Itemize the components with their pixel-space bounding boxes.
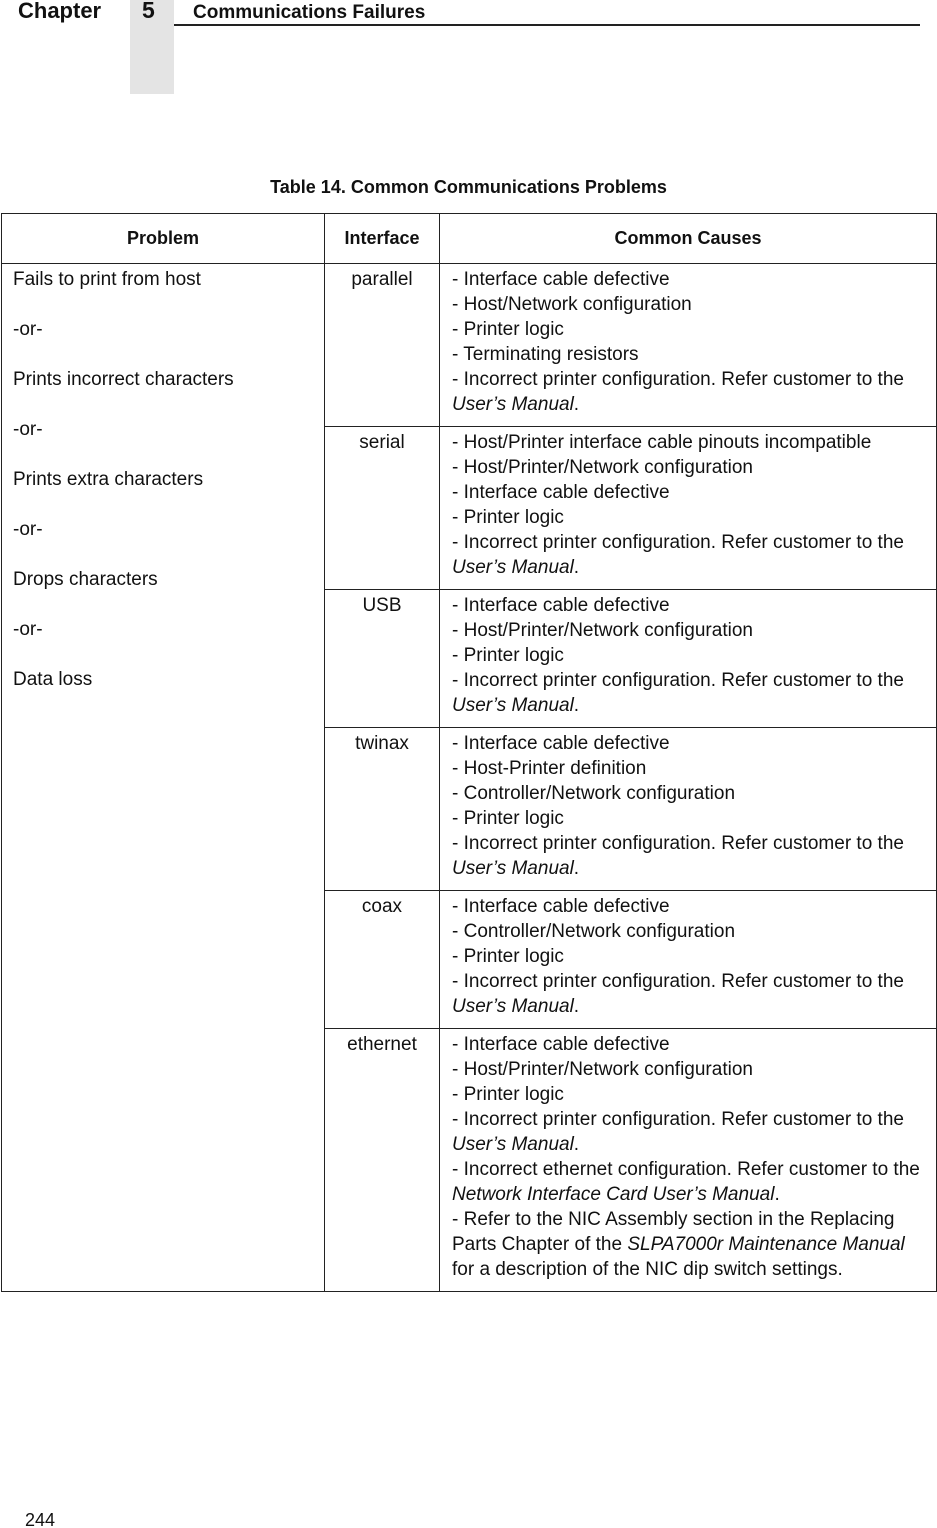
cause-text: - Incorrect printer configuration. Refer customer to the [452, 532, 904, 553]
problem-line: Prints extra characters [13, 469, 204, 490]
problem-line: -or- [13, 619, 43, 640]
table-body [2, 264, 937, 1292]
header-rule [174, 24, 920, 26]
cause-text-tail: . [573, 996, 580, 1017]
causes-cell [440, 1029, 937, 1292]
cause-item [452, 455, 924, 480]
cause-text-tail: . [573, 394, 580, 415]
manual-title: User’s Manual [452, 858, 574, 879]
causes-cell [440, 728, 937, 891]
cause-text-tail: . [573, 1134, 580, 1155]
cause-text-tail: for a description of the NIC dip switch settings. [452, 1259, 843, 1280]
cause-item [452, 267, 924, 292]
problem-line: Data loss [13, 669, 93, 690]
cause-text: - Interface cable defective [452, 1034, 670, 1055]
cause-text-tail: . [573, 557, 580, 578]
cause-item [452, 894, 924, 919]
cause-item [452, 1207, 924, 1282]
causes-cell [440, 891, 937, 1029]
problems-table [1, 213, 937, 1292]
cause-text: - Terminating resistors [452, 344, 639, 365]
cause-item [452, 1157, 924, 1207]
cause-text: - Host/Network configuration [452, 294, 692, 315]
cause-text: - Interface cable defective [452, 733, 670, 754]
cause-item [452, 618, 924, 643]
cause-item [452, 505, 924, 530]
cause-item [452, 342, 924, 367]
cause-item [452, 430, 924, 455]
interface-cell: twinax [325, 728, 440, 891]
cause-text: - Printer logic [452, 946, 564, 967]
interface-cell: ethernet [325, 1029, 440, 1292]
cause-text: - Printer logic [452, 808, 564, 829]
cause-item [452, 944, 924, 969]
cause-item [452, 806, 924, 831]
column-header-problem: Problem [2, 214, 325, 264]
cause-text: - Host/Printer interface cable pinouts incompatible [452, 432, 872, 453]
cause-text: - Interface cable defective [452, 482, 670, 503]
cause-item [452, 969, 924, 1019]
cause-text: - Incorrect printer configuration. Refer customer to the [452, 1109, 904, 1130]
cause-text: - Controller/Network configuration [452, 921, 736, 942]
table-caption: Table 14. Common Communications Problems [270, 177, 667, 197]
cause-text: - Host/Printer/Network configuration [452, 1059, 753, 1080]
manual-title: Network Interface Card User’s Manual [452, 1184, 775, 1205]
cause-text-tail: . [573, 695, 580, 716]
cause-item [452, 643, 924, 668]
chapter-header [0, 0, 937, 95]
cause-item [452, 593, 924, 618]
chapter-title: Communications Failures [193, 2, 426, 23]
interface-cell: serial [325, 427, 440, 590]
cause-text-tail: . [774, 1184, 780, 1205]
cause-text: - Incorrect printer configuration. Refer customer to the [452, 833, 904, 854]
cause-text: - Interface cable defective [452, 269, 670, 290]
chapter-number: 5 [142, 0, 155, 23]
problem-line: -or- [13, 319, 43, 340]
cause-text: - Host/Printer/Network configuration [452, 457, 753, 478]
cause-text: - Incorrect printer configuration. Refer customer to the [452, 369, 904, 390]
column-header-common-causes: Common Causes [440, 214, 937, 264]
manual-title: User’s Manual [452, 996, 574, 1017]
manual-title: User’s Manual [452, 557, 574, 578]
cause-item [452, 480, 924, 505]
interface-cell: coax [325, 891, 440, 1029]
cause-item [452, 317, 924, 342]
problem-line: -or- [13, 419, 43, 440]
causes-cell [440, 264, 937, 427]
cause-text: - Printer logic [452, 645, 564, 666]
cause-text: - Interface cable defective [452, 896, 670, 917]
cause-item [452, 530, 924, 580]
interface-cell: USB [325, 590, 440, 728]
cause-item [452, 668, 924, 718]
cause-item [452, 919, 924, 944]
cause-item [452, 1032, 924, 1057]
cause-text: - Refer to the NIC Assembly section in the Replacing Parts Chapter of the [452, 1209, 895, 1255]
chapter-label: Chapter [18, 0, 102, 23]
cause-item [452, 1107, 924, 1157]
causes-cell [440, 427, 937, 590]
cause-item [452, 1082, 924, 1107]
manual-title: User’s Manual [452, 394, 574, 415]
interface-cell: parallel [325, 264, 440, 427]
cause-text: - Printer logic [452, 319, 564, 340]
page-number: 244 [25, 1510, 56, 1528]
problem-cell [2, 264, 325, 1292]
cause-text: - Incorrect printer configuration. Refer customer to the [452, 670, 904, 691]
cause-item [452, 831, 924, 881]
column-header-interface: Interface [325, 214, 440, 264]
cause-text-tail: . [573, 858, 580, 879]
manual-title: SLPA7000r Maintenance Manual [627, 1234, 905, 1255]
cause-item [452, 731, 924, 756]
table-header-row [2, 214, 937, 264]
cause-item [452, 756, 924, 781]
cause-text: - Printer logic [452, 507, 564, 528]
problem-line: -or- [13, 519, 43, 540]
problem-line: Drops characters [13, 569, 158, 590]
problem-line: Fails to print from host [13, 269, 201, 290]
cause-text: - Host-Printer definition [452, 758, 647, 779]
problem-line: Prints incorrect characters [13, 369, 234, 390]
manual-title: User’s Manual [452, 1134, 574, 1155]
cause-text: - Printer logic [452, 1084, 564, 1105]
cause-item [452, 781, 924, 806]
cause-item [452, 367, 924, 417]
causes-cell [440, 590, 937, 728]
table-row [2, 264, 937, 427]
manual-title: User’s Manual [452, 695, 574, 716]
cause-item [452, 1057, 924, 1082]
cause-text: - Interface cable defective [452, 595, 670, 616]
cause-text: - Incorrect printer configuration. Refer customer to the [452, 971, 904, 992]
cause-text: - Incorrect ethernet configuration. Refer customer to the [452, 1159, 920, 1180]
cause-text: - Controller/Network configuration [452, 783, 736, 804]
cause-item [452, 292, 924, 317]
cause-text: - Host/Printer/Network configuration [452, 620, 753, 641]
